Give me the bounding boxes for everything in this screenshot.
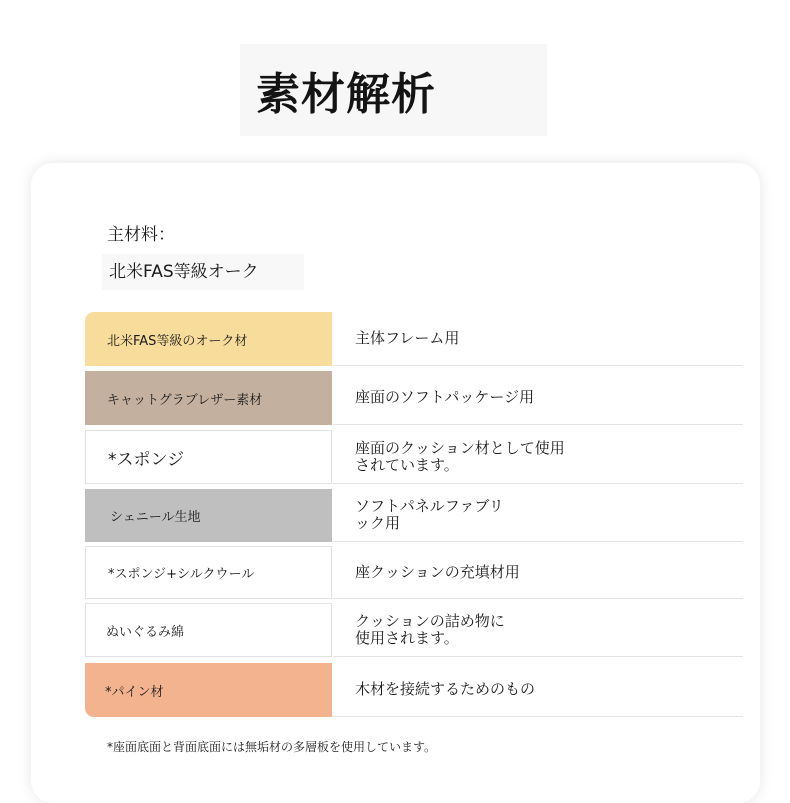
table-row [85,603,743,657]
material-name: ぬいぐるみ綿 [106,624,185,640]
table-row [85,663,743,717]
material-name: シェニール生地 [110,510,201,525]
main-material-value: 北米FAS等級オーク [109,262,259,282]
material-name: *スポンジ+シルクウール [108,567,255,582]
material-description-cell [333,430,743,484]
table-row [85,371,743,425]
material-description: 座クッションの充填材用 [355,562,520,581]
material-name-cell [85,489,332,542]
table-row [85,312,743,366]
material-name-cell [85,430,332,484]
material-description-cell [333,663,743,717]
table-row [85,430,743,484]
footnote: *座面底面と背面底面には無垢材の多層板を使用しています。 [107,740,437,754]
material-description-cell [333,371,743,425]
table-row [85,546,743,599]
main-material-label: 主材料： [107,225,175,245]
material-description-cell [333,312,743,366]
table-row [85,489,743,542]
material-description-cell [333,489,743,542]
material-name: *スポンジ [108,449,185,470]
material-description: 主体フレーム用 [355,329,460,347]
material-name-cell [85,603,332,657]
material-description-cell [333,603,743,657]
material-description: 座面のクッション材として使用 されています。 [355,438,565,474]
material-name-cell [85,312,332,366]
material-name: *パイン材 [105,684,164,700]
material-name-cell [85,663,332,717]
material-name: キャットグラブレザー素材 [107,392,263,408]
material-description: 木材を接続するためのもの [355,680,536,698]
material-name-cell [85,546,332,599]
material-description-cell [333,546,743,599]
material-description: 座面のソフトパッケージ用 [355,388,535,406]
page-title: 素材解析 [256,69,436,120]
material-name-cell [85,371,332,425]
material-description: クッションの詰め物に 使用されます。 [355,611,505,647]
material-description: ソフトパネルファブリ ック用 [355,497,504,532]
material-name: 北米FAS等級のオーク材 [107,333,248,349]
